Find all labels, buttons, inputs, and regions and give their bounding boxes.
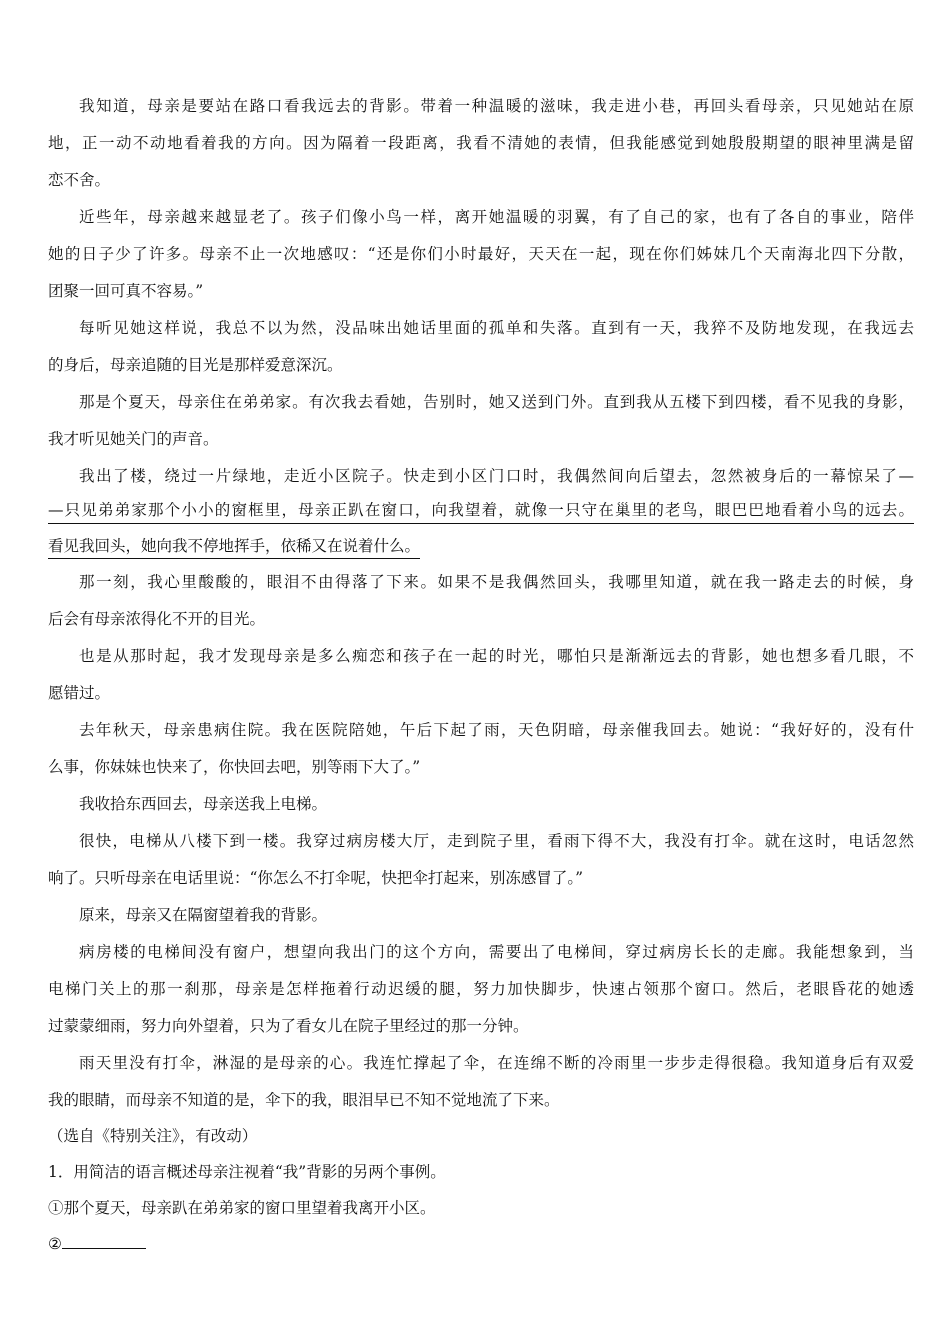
paragraph-8-line-2: 么事，你妹妹也快来了，你快回去吧，别等雨下大了。”	[48, 758, 421, 776]
question-1-prompt: 1．用简洁的语言概述母亲注视着“我”背影的另两个事例。	[48, 1163, 446, 1181]
paragraph-9-line-1: 我收拾东西回去，母亲送我上电梯。	[79, 795, 328, 813]
paragraph-3-line-2: 的身后，母亲追随的目光是那样爱意深沉。	[48, 356, 343, 374]
question-1-answer-2-row	[48, 1234, 914, 1254]
paragraph-4-line-2: 我才听见她关门的声音。	[48, 430, 219, 448]
paragraph-4-line-1: 那是个夏天，母亲住在弟弟家。有次我去看她，告别时，她又送到门外。直到我从五楼下到四楼，看不见我的身影，	[79, 393, 914, 411]
paragraph-5-line-1: 我出了楼，绕过一片绿地，走近小区院子。快走到小区门口时，我偶然间向后望去，忽然被身后的一幕惊呆了—	[79, 467, 914, 485]
paragraph-2-line-2: 她的日子少了许多。母亲不止一次地感叹：“还是你们小时最好，天天在一起，现在你们姊妹几个天南海北四下分散，	[48, 245, 914, 263]
paragraph-11-line-1: 原来，母亲又在隔窗望着我的背影。	[79, 906, 328, 924]
answer-blank-line[interactable]	[62, 1234, 146, 1249]
paragraph-12-line-1: 病房楼的电梯间没有窗户，想望向我出门的这个方向，需要出了电梯间，穿过病房长长的走廊。我能想象到，当	[79, 943, 914, 961]
paragraph-2-line-1: 近些年，母亲越来越显老了。孩子们像小鸟一样，离开她温暖的羽翼，有了自己的家，也有了各自的事业，陪伴	[79, 208, 914, 226]
paragraph-13-line-1: 雨天里没有打伞，淋湿的是母亲的心。我连忙撑起了伞，在连绵不断的冷雨里一步步走得很稳。我知道身后有双爱	[79, 1054, 914, 1072]
paragraph-1-line-2: 地，正一动不动地看着我的方向。因为隔着一段距离，我看不清她的表情，但我能感觉到她殷殷期望的眼神里满是留	[48, 134, 914, 152]
paragraph-10-line-1: 很快，电梯从八楼下到一楼。我穿过病房楼大厅，走到院子里，看雨下得不大，我没有打伞。就在这时，电话忽然	[79, 832, 914, 850]
paragraph-3-line-1: 每听见她这样说，我总不以为然，没品味出她话里面的孤单和失落。直到有一天，我猝不及防地发现，在我远去	[79, 319, 914, 337]
paragraph-7-line-1: 也是从那时起，我才发现母亲是多么痴恋和孩子在一起的时光，哪怕只是渐渐远去的背影，她也想多看几眼，不	[79, 647, 914, 665]
paragraph-7-line-2: 愿错过。	[48, 684, 111, 702]
source-note: （选自《特别关注》，有改动）	[48, 1127, 258, 1145]
paragraph-8-line-1: 去年秋天，母亲患病住院。我在医院陪她，午后下起了雨，天色阴暗，母亲催我回去。她说：“我好好的，没有什	[79, 721, 914, 739]
paragraph-5-line-3-wrap	[48, 536, 914, 556]
paragraph-6-line-2: 后会有母亲浓得化不开的目光。	[48, 610, 266, 628]
paragraph-5-line-2-underlined: —只见弟弟家那个小小的窗框里，母亲正趴在窗口，向我望着，就像一只守在巢里的老鸟，眼巴巴地看着小鸟的远去。	[48, 500, 914, 524]
paragraph-5-line-3-underlined: 看见我回头，她向我不停地挥手，依稀又在说着什么。	[48, 537, 420, 559]
paragraph-2-line-3: 团聚一回可真不容易。”	[48, 282, 204, 300]
paragraph-12-line-3: 过蒙蒙细雨，努力向外望着，只为了看女儿在院子里经过的那一分钟。	[48, 1017, 529, 1035]
paragraph-13-line-2: 我的眼睛，而母亲不知道的是，伞下的我，眼泪早已不知不觉地流了下来。	[48, 1091, 560, 1109]
paragraph-1-line-1: 我知道，母亲是要站在路口看我远去的背影。带着一种温暖的滋味，我走进小巷，再回头看母亲，只见她站在原	[79, 97, 914, 115]
paragraph-6-line-1: 那一刻，我心里酸酸的，眼泪不由得落了下来。如果不是我偶然回头，我哪里知道，就在我一路走去的时候，身	[79, 573, 914, 591]
question-1-answer-1: ①那个夏天，母亲趴在弟弟家的窗口里望着我离开小区。	[48, 1199, 436, 1217]
question-1-answer-2-label: ②	[48, 1235, 62, 1253]
paragraph-12-line-2: 电梯门关上的那一刹那，母亲是怎样拖着行动迟缓的腿，努力加快脚步，快速占领那个窗口。然后，老眼昏花的她透	[48, 980, 914, 998]
paragraph-1-line-3: 恋不舍。	[48, 171, 111, 189]
paragraph-10-line-2: 响了。只听母亲在电话里说：“你怎么不打伞呢，快把伞打起来，别冻感冒了。”	[48, 869, 584, 887]
